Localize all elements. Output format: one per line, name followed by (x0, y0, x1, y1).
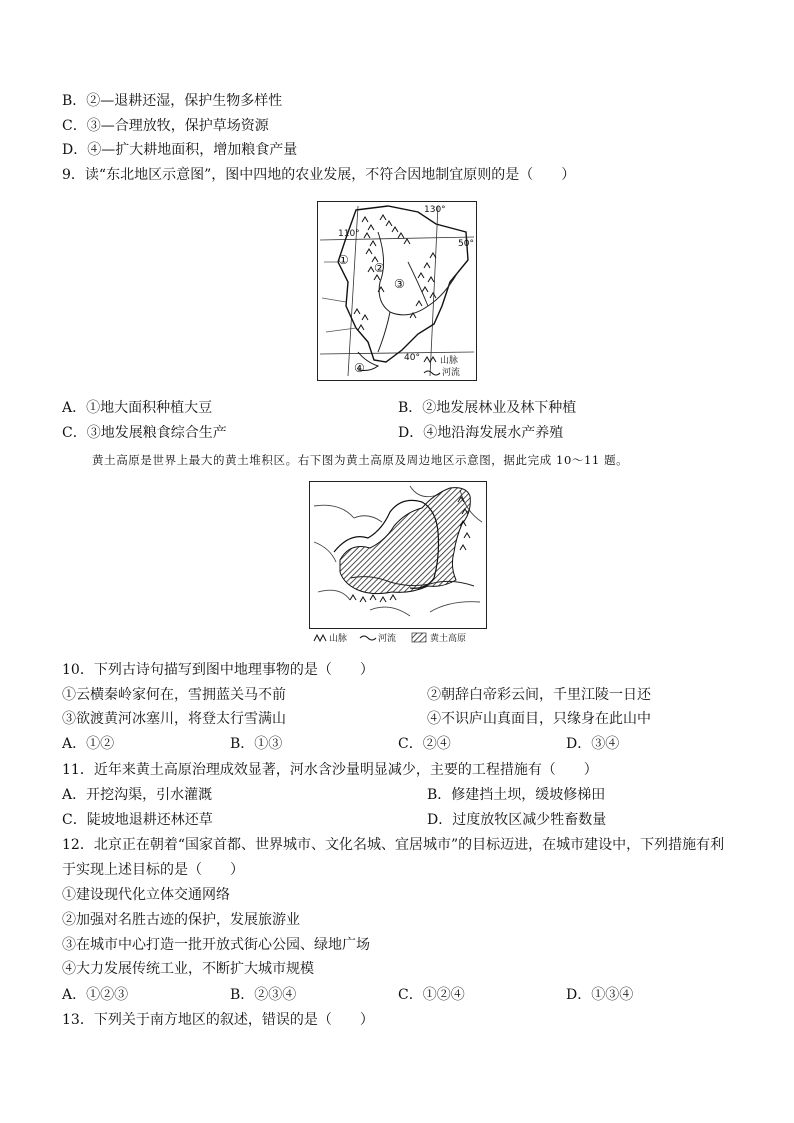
q9-option-a: A．①地大面积种植大豆 (62, 400, 213, 416)
q8-option-c: C．③—合理放牧，保护草场资源 (62, 118, 269, 134)
loess-plateau-map (309, 481, 487, 629)
q10-statement-3: ③欲渡黄河冰塞川，将登太行雪满山 (62, 711, 286, 727)
map2-legend (312, 629, 484, 643)
legend2-mountain-label: 山脉 (329, 634, 348, 644)
q10-statement-2: ②朝辞白帝彩云间，千里江陵一日还 (427, 687, 651, 703)
q10-statement-1: ①云横秦岭家何在，雪拥蓝关马不前 (62, 687, 286, 703)
q12-option-b: B．②③④ (230, 987, 297, 1003)
q8-option-d: D．④—扩大耕地面积，增加粮食产量 (62, 142, 298, 158)
q9-stem: 9．读“东北地区示意图”，图中四地的农业发展，不符合因地制宜原则的是（ ） (62, 167, 576, 183)
legend2-river-label: 河流 (378, 634, 397, 644)
q9-option-d: D．④地沿海发展水产养殖 (398, 425, 564, 441)
map1-legend (424, 354, 460, 378)
lon-130-label: 130° (424, 205, 446, 215)
lat-40-label: 40° (404, 353, 420, 363)
northeast-china-map-figure (318, 202, 476, 380)
q9-option-b: B．②地发展林业及林下种植 (398, 400, 577, 416)
legend-mountain-label: 山脉 (440, 356, 459, 366)
q10-option-d: D．③④ (566, 736, 620, 752)
legend-river-label: 河流 (442, 368, 461, 378)
map-marker-1: ① (338, 253, 349, 267)
q11-option-b: B．修建挡土坝，缓坡修梯田 (427, 787, 606, 803)
q8-option-b: B．②—退耕还湿，保护生物多样性 (62, 93, 283, 109)
q12-option-c: C．①②④ (398, 987, 465, 1003)
q11-option-d: D．过度放牧区减少牲畜数量 (427, 812, 607, 828)
q11-stem: 11．近年来黄土高原治理成效显著，河水含沙量明显减少，主要的工程措施有（ ） (62, 762, 598, 778)
q12-statement-3: ③在城市中心打造一批开放式街心公园、绿地广场 (62, 937, 370, 953)
map-marker-3: ③ (394, 277, 405, 291)
loess-plateau-map-figure (310, 482, 486, 628)
q11-option-c: C．陡坡地退耕还林还草 (62, 812, 213, 828)
map-marker-4: ④ (354, 361, 365, 375)
intro-10-11: 黄土高原是世界上最大的黄土堆积区。右下图为黄土高原及周边地区示意图，据此完成 10～11 题。 (92, 453, 629, 467)
q12-stem-line1: 12．北京正在朝着“国家首都、世界城市、文化名城、宜居城市”的目标迈进，在城市建设中，下列措施有利 (62, 837, 725, 853)
q12-option-a: A．①②③ (62, 987, 129, 1003)
lon-110-label: 110° (338, 229, 360, 239)
q12-option-d: D．①③④ (566, 987, 634, 1003)
northeast-china-map (317, 201, 477, 381)
q10-option-a: A．①② (62, 736, 115, 752)
q10-stem: 10．下列古诗句描写到图中地理事物的是（ ） (62, 662, 374, 678)
q10-statement-4: ④不识庐山真面目，只缘身在此山中 (427, 711, 651, 727)
lat-50-label: 50° (458, 239, 474, 249)
q11-option-a: A．开挖沟渠，引水灌溉 (62, 787, 213, 803)
legend2-plateau-label: 黄土高原 (430, 634, 467, 644)
q12-statement-2: ②加强对名胜古迹的保护，发展旅游业 (62, 912, 300, 928)
map-marker-2: ② (374, 261, 385, 275)
q13-stem: 13．下列关于南方地区的叙述，错误的是（ ） (62, 1012, 374, 1028)
q12-statement-4: ④大力发展传统工业，不断扩大城市规模 (62, 961, 314, 977)
q12-statement-1: ①建设现代化立体交通网络 (62, 887, 230, 903)
q10-option-b: B．①③ (230, 736, 283, 752)
q12-stem-line2: 于实现上述目标的是（ ） (62, 862, 244, 878)
q10-option-c: C．②④ (398, 736, 451, 752)
map2-legend-figure (312, 630, 484, 644)
q9-option-c: C．③地发展粮食综合生产 (62, 425, 227, 441)
